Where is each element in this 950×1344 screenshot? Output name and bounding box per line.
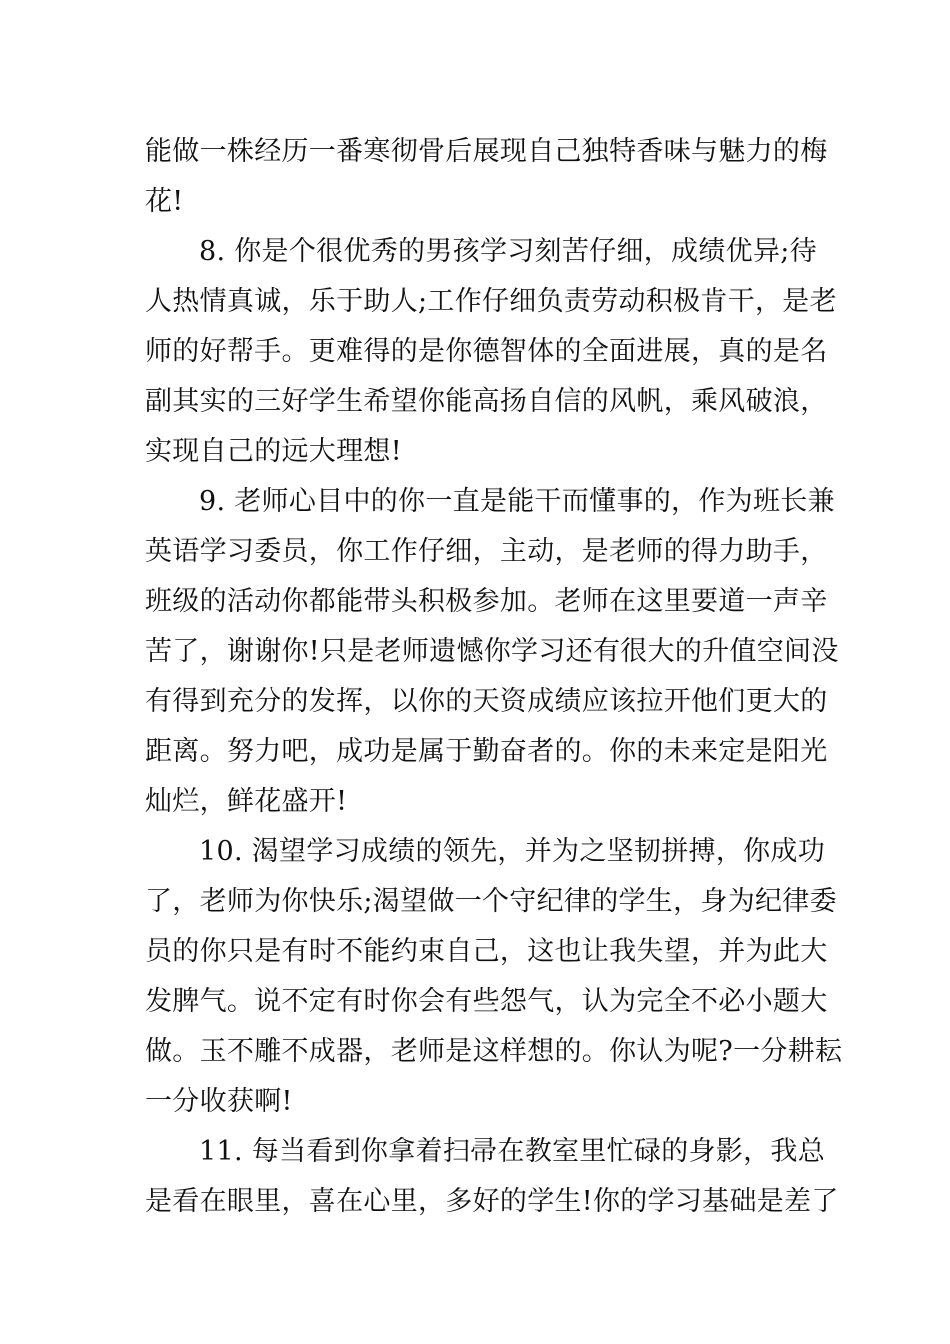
paragraph-7-continued <box>145 127 828 227</box>
text-line: 做。玉不雕不成器，老师是这样想的。你认为呢?一分耕耘 <box>145 1036 843 1067</box>
paragraph-9 <box>145 477 839 827</box>
paragraph-8 <box>145 227 837 477</box>
text-line: 了，老师为你快乐;渴望做一个守纪律的学生，身为纪律委 <box>145 886 837 917</box>
text-line: 灿烂，鲜花盛开! <box>145 786 348 817</box>
text-line: 是看在眼里，喜在心里，多好的学生!你的学习基础是差了 <box>145 1186 839 1217</box>
text-line: 副其实的三好学生希望你能高扬自信的风帆，乘风破浪， <box>145 386 828 417</box>
text-line: 实现自己的远大理想! <box>145 436 402 467</box>
text-line: 11. 每当看到你拿着扫帚在教室里忙碌的身影，我总 <box>199 1136 826 1167</box>
paragraph-11 <box>145 1127 839 1227</box>
text-line: 人热情真诚，乐于助人;工作仔细负责劳动积极肯干，是老 <box>145 286 837 317</box>
text-line: 有得到充分的发挥，以你的天资成绩应该拉开他们更大的 <box>145 686 828 717</box>
text-line: 发脾气。说不定有时你会有些怨气，认为完全不必小题大 <box>145 986 828 1017</box>
text-line: 花! <box>145 186 184 217</box>
text-line: 9. 老师心目中的你一直是能干而懂事的，作为班长兼 <box>199 486 835 517</box>
paragraph-10 <box>145 827 843 1127</box>
text-line: 班级的活动你都能带头积极参加。老师在这里要道一声辛 <box>145 586 828 617</box>
text-line: 员的你只是有时不能约束自己，这也让我失望，并为此大 <box>145 936 828 967</box>
text-line: 苦了，谢谢你!只是老师遗憾你学习还有很大的升值空间没 <box>145 636 839 667</box>
text-line: 距离。努力吧，成功是属于勤奋者的。你的未来定是阳光 <box>145 736 828 767</box>
text-line: 一分收获啊! <box>145 1086 293 1117</box>
text-line: 师的好帮手。更难得的是你德智体的全面进展，真的是名 <box>145 336 828 367</box>
text-line: 英语学习委员，你工作仔细，主动，是老师的得力助手， <box>145 536 828 567</box>
text-line: 能做一株经历一番寒彻骨后展现自己独特香味与魅力的梅 <box>145 136 828 167</box>
text-line: 8. 你是个很优秀的男孩学习刻苦仔细，成绩优异;待 <box>199 236 817 267</box>
text-line: 10. 渴望学习成绩的领先，并为之坚韧拼搏，你成功 <box>199 836 826 867</box>
document-body <box>145 127 843 1227</box>
